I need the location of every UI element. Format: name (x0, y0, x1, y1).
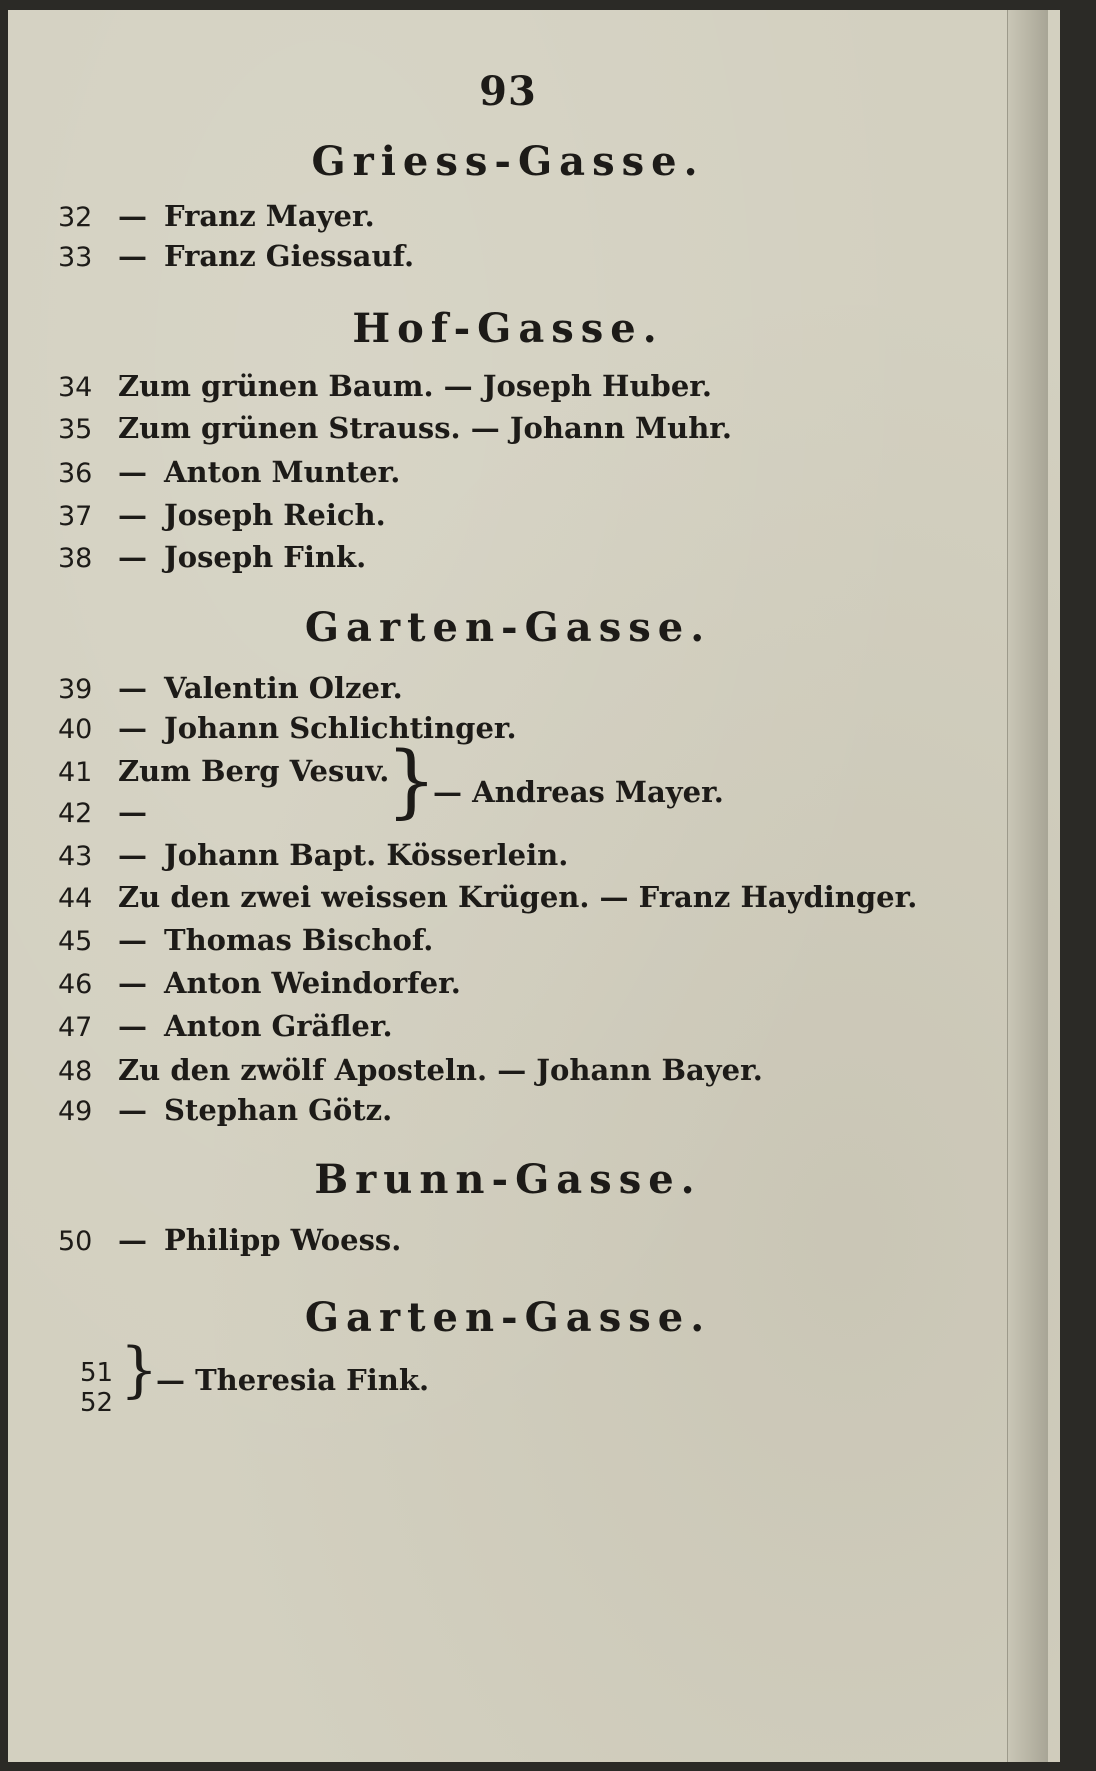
list-item: 40 — Johann Schlichtinger. (58, 711, 517, 745)
list-item: 42 — (58, 795, 147, 829)
section-heading: Brunn-Gasse. (314, 1156, 702, 1203)
list-item: 38 — Joseph Fink. (58, 540, 367, 574)
page-number: 93 (479, 68, 537, 115)
list-item: 44 Zu den zwei weissen Krügen. — Franz Haydinger. (58, 880, 918, 914)
grouped-entry: — Theresia Fink. (156, 1363, 430, 1397)
list-item: 50 — Philipp Woess. (58, 1223, 402, 1257)
list-item: 46 — Anton Weindorfer. (58, 966, 461, 1000)
page-edge (1007, 10, 1048, 1762)
list-item: 35 Zum grünen Strauss. — Johann Muhr. (58, 411, 733, 445)
list-item: 34 Zum grünen Baum. — Joseph Huber. (58, 369, 712, 403)
list-item: 33 — Franz Giessauf. (58, 239, 415, 273)
list-item: 45 — Thomas Bischof. (58, 923, 434, 957)
brace-symbol: } (120, 1335, 159, 1405)
section-heading: Griess-Gasse. (311, 138, 705, 185)
grouped-number: 51 (80, 1358, 114, 1388)
section-heading: Garten-Gasse. (304, 604, 712, 651)
section-heading: Hof-Gasse. (352, 305, 664, 352)
grouped-entry: — Andreas Mayer. (433, 775, 724, 809)
brace-symbol: } (386, 734, 437, 827)
book-page (8, 10, 1060, 1762)
list-item: 47 — Anton Gräfler. (58, 1009, 393, 1043)
list-item: 37 — Joseph Reich. (58, 498, 386, 532)
list-item: 49 — Stephan Götz. (58, 1093, 393, 1127)
section-heading: Garten-Gasse. (304, 1294, 712, 1341)
list-item: 39 — Valentin Olzer. (58, 671, 403, 705)
grouped-number: 52 (80, 1388, 114, 1418)
list-item: 48 Zu den zwölf Aposteln. — Johann Bayer. (58, 1053, 763, 1087)
list-item: 32 — Franz Mayer. (58, 199, 375, 233)
list-item: 41 Zum Berg Vesuv. (58, 754, 390, 788)
list-item: 36 — Anton Munter. (58, 455, 401, 489)
list-item: 43 — Johann Bapt. Kösserlein. (58, 838, 569, 872)
